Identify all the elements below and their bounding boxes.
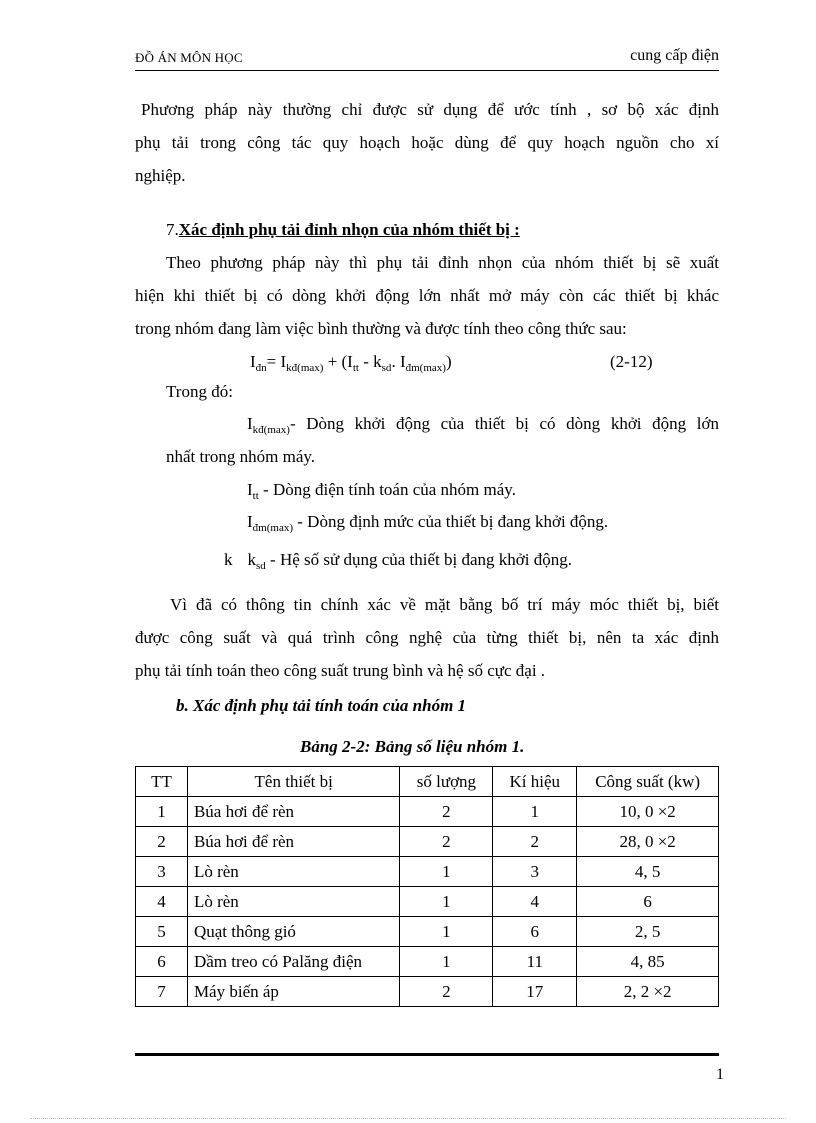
definition-ksd [224, 549, 572, 571]
definition-idm [247, 511, 608, 533]
column-header: Tên thiết bị [187, 767, 400, 797]
section-7-line-1: Theo phương pháp này thì phụ tải đỉnh nhọn của nhóm thiết bị sẽ xuất [166, 253, 719, 272]
page-header [135, 47, 719, 70]
table-cell: Lò rèn [187, 857, 400, 887]
table-cell: 2 [400, 977, 493, 1007]
def-var: k [247, 550, 256, 569]
where-label: Trong đó: [166, 382, 233, 401]
column-header: TT [136, 767, 188, 797]
def-var: I [247, 512, 253, 531]
def-text: - Dòng điện tính toán của nhóm máy. [258, 480, 516, 499]
method-line-3: phụ tải tính toán theo công suất trung bình và hệ số cực đại . [135, 661, 546, 680]
intro-line-1: Phương pháp này thường chỉ được sử dụng để ước tính , sơ bộ xác định [141, 100, 719, 119]
table-cell: 11 [493, 947, 577, 977]
table-cell: 1 [400, 857, 493, 887]
def-sub: kđ(max) [252, 424, 290, 436]
table-row [136, 827, 719, 857]
equipment-table [135, 766, 719, 1007]
table-cell: 2 [493, 827, 577, 857]
table-cell: 4 [136, 887, 188, 917]
table-cell: 10, 0 ×2 [577, 797, 719, 827]
def-sub: đm(max) [252, 522, 293, 534]
table-cell: 1 [400, 947, 493, 977]
table-row [136, 977, 719, 1007]
method-line-2: được công suất và quá trình công nghệ của từng thiết bị, nên ta xác định [135, 628, 719, 647]
definition-itt [247, 479, 516, 501]
column-header: Công suất (kw) [577, 767, 719, 797]
def-var: I [247, 480, 253, 499]
page-number: 1 [716, 1066, 724, 1083]
table-cell: 17 [493, 977, 577, 1007]
intro-line-2: phụ tải trong công tác quy hoạch hoặc dùng để quy hoạch nguồn cho xí [135, 133, 719, 152]
table-cell: 1 [400, 887, 493, 917]
def-sub: sd [256, 560, 266, 572]
header-right-text: cung cấp điện [630, 47, 719, 64]
section-7-number: 7. [166, 220, 179, 239]
table-row [136, 887, 719, 917]
table-cell: Búa hơi để rèn [187, 827, 400, 857]
table-row [136, 797, 719, 827]
def-var: I [247, 414, 253, 433]
def-k: k [224, 550, 233, 569]
table-cell: 28, 0 ×2 [577, 827, 719, 857]
section-7-paragraph [135, 246, 719, 345]
table-cell: 1 [400, 917, 493, 947]
formula-text: + (I [323, 352, 353, 371]
table-cell: 4, 85 [577, 947, 719, 977]
table-cell: 2, 2 ×2 [577, 977, 719, 1007]
table-row [136, 947, 719, 977]
peak-load-formula [250, 351, 452, 373]
table-cell: Dầm treo có Palăng điện [187, 947, 400, 977]
page-bottom-border [30, 1118, 786, 1119]
header-rule [135, 70, 719, 71]
table-row [136, 857, 719, 887]
formula-sub: tt [352, 362, 359, 374]
def-sub: tt [252, 490, 259, 502]
table-cell: Búa hơi để rèn [187, 797, 400, 827]
formula-sub: kđ(max) [286, 362, 324, 374]
table-cell: 6 [577, 887, 719, 917]
table-cell: Quạt thông gió [187, 917, 400, 947]
formula-text: ) [445, 352, 452, 371]
table-cell: 3 [493, 857, 577, 887]
def-text: - Dòng định mức của thiết bị đang khởi động. [293, 512, 609, 531]
intro-paragraph [135, 93, 719, 192]
footer-rule [135, 1053, 719, 1056]
section-7-heading [166, 219, 520, 241]
definition-ikd-continued: nhất trong nhóm máy. [166, 447, 316, 466]
intro-line-3: nghiệp. [135, 166, 186, 185]
table-cell: 5 [136, 917, 188, 947]
section-7-line-2: hiện khi thiết bị có dòng khởi động lớn nhất mở máy còn các thiết bị khác [135, 286, 719, 305]
formula-sub: sd [381, 362, 392, 374]
table-cell: Lò rèn [187, 887, 400, 917]
table-cell: 7 [136, 977, 188, 1007]
table-cell: 1 [136, 797, 188, 827]
header-left-text: ĐỒ ÁN MÔN HỌC [135, 50, 243, 65]
column-header: số lượng [400, 767, 493, 797]
formula-text: . I [391, 352, 406, 371]
table-cell: 2 [400, 827, 493, 857]
table-cell: Máy biến áp [187, 977, 400, 1007]
method-line-1: Vì đã có thông tin chính xác về mặt bằng bố trí máy móc thiết bị, biết [170, 595, 719, 614]
formula-text: I [250, 352, 256, 371]
table-cell: 4, 5 [577, 857, 719, 887]
subsection-heading: b. Xác định phụ tải tính toán của nhóm 1 [176, 696, 467, 715]
table-cell: 6 [136, 947, 188, 977]
def-text: - Dòng khởi động của thiết bị có dòng khởi động lớn [289, 414, 719, 433]
column-header: Kí hiệu [493, 767, 577, 797]
table-cell: 4 [493, 887, 577, 917]
def-text: - Hệ số sử dụng của thiết bị đang khởi động. [265, 550, 572, 569]
table-caption: Bảng 2-2: Bảng số liệu nhóm 1. [300, 737, 525, 756]
table-row [136, 917, 719, 947]
section-7-line-3: trong nhóm đang làm việc bình thường và được tính theo công thức sau: [135, 319, 627, 338]
formula-sub: đm(max) [405, 362, 446, 374]
method-paragraph [135, 588, 719, 687]
formula-text: - k [358, 352, 382, 371]
formula-sub: đn [255, 362, 267, 374]
definition-ikd [247, 413, 719, 435]
table-cell: 3 [136, 857, 188, 887]
formula-number: (2-12) [610, 352, 653, 371]
table-header-row [136, 767, 719, 797]
table-cell: 2, 5 [577, 917, 719, 947]
table-cell: 1 [493, 797, 577, 827]
table-cell: 6 [493, 917, 577, 947]
section-7-title: Xác định phụ tải đỉnh nhọn của nhóm thiết bị : [178, 220, 520, 239]
formula-text: = I [266, 352, 287, 371]
table-cell: 2 [136, 827, 188, 857]
table-cell: 2 [400, 797, 493, 827]
